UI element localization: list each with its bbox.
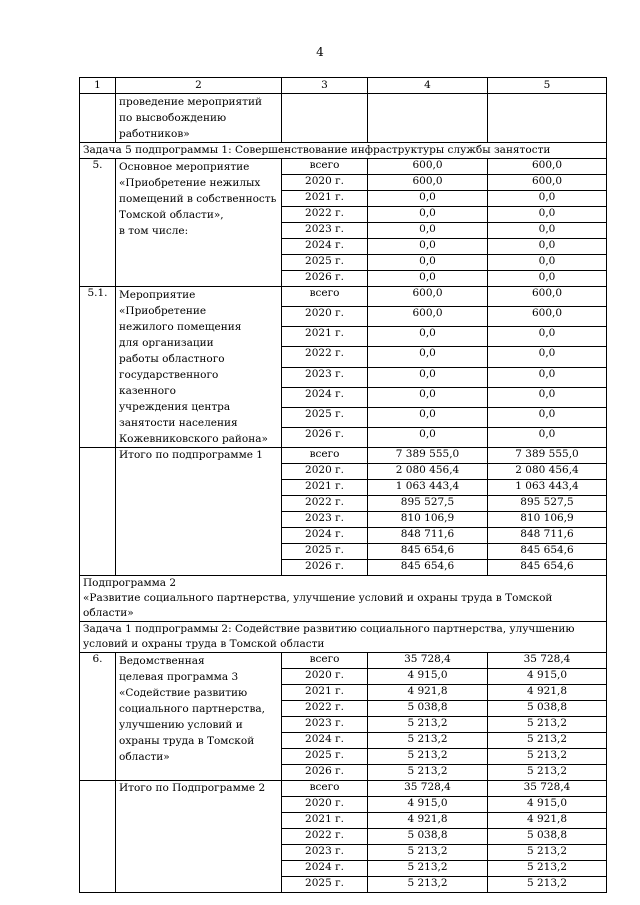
activity-name-line: «Содействие развитию [119, 687, 248, 699]
value-cell: 0,0 [368, 387, 488, 407]
period-cell: 2025 г. [282, 544, 368, 560]
value-cell: 35 728,4 [488, 781, 607, 797]
value-cell: 600,0 [368, 287, 488, 307]
value-cell: 5 038,8 [488, 701, 607, 717]
value-cell: 0,0 [368, 427, 488, 447]
value-cell: 5 213,2 [488, 861, 607, 877]
activity-name-line: в том числе: [119, 225, 189, 237]
column-header: 2 [116, 78, 282, 94]
value-cell: 0,0 [488, 223, 607, 239]
value-cell: 0,0 [368, 223, 488, 239]
value-cell: 848 711,6 [488, 528, 607, 544]
period-cell: всего [282, 287, 368, 307]
subprogram-title-row-line: «Развитие социального партнерства, улучшение условий и охраны труда в Томской [83, 592, 553, 604]
period-cell: 2021 г. [282, 327, 368, 347]
period-cell: 2026 г. [282, 427, 368, 447]
table-header-row [80, 78, 607, 94]
section-title-row-cell [80, 143, 607, 159]
value-cell: 0,0 [488, 367, 607, 387]
value-cell: 7 389 555,0 [368, 448, 488, 464]
activity-name-line: «Приобретение [119, 305, 207, 317]
value-cell: 5 213,2 [368, 861, 488, 877]
period-cell: 2024 г. [282, 239, 368, 255]
value-cell: 0,0 [368, 255, 488, 271]
value-cell: 600,0 [488, 287, 607, 307]
activity-name-line: работников» [119, 128, 190, 140]
period-cell: 2021 г. [282, 685, 368, 701]
value-cell: 35 728,4 [488, 653, 607, 669]
value-cell: 0,0 [488, 207, 607, 223]
table-row [80, 448, 607, 464]
value-cell: 600,0 [488, 159, 607, 175]
value-cell: 600,0 [488, 175, 607, 191]
activity-name-cell [116, 448, 282, 576]
value-cell: 810 106,9 [368, 512, 488, 528]
section-title-row-line: Задача 5 подпрограммы 1: Совершенствование инфраструктуры службы занятости [83, 144, 551, 156]
value-cell: 895 527,5 [368, 496, 488, 512]
activity-name-line: Основное мероприятие [119, 161, 250, 173]
column-header: 1 [80, 78, 116, 94]
value-cell: 845 654,6 [488, 560, 607, 576]
value-cell: 0,0 [368, 207, 488, 223]
value-cell: 7 389 555,0 [488, 448, 607, 464]
value-cell: 0,0 [488, 387, 607, 407]
activity-name-line: помещений в собственность [119, 193, 277, 205]
activity-name-line: для организации [119, 337, 214, 349]
value-cell: 0,0 [368, 327, 488, 347]
activity-name-line: Томской области», [119, 209, 224, 221]
period-cell: 2022 г. [282, 829, 368, 845]
value-cell: 4 915,0 [368, 669, 488, 685]
value-cell: 810 106,9 [488, 512, 607, 528]
activity-name-cell [116, 94, 282, 143]
value-cell: 0,0 [488, 271, 607, 287]
value-cell: 5 038,8 [488, 829, 607, 845]
period-cell: 2022 г. [282, 347, 368, 367]
section-title-row-cell [80, 622, 607, 653]
value-cell: 5 213,2 [368, 733, 488, 749]
value-cell: 2 080 456,4 [368, 464, 488, 480]
value-cell: 4 921,8 [368, 813, 488, 829]
value-cell: 1 063 443,4 [368, 480, 488, 496]
period-cell [282, 94, 368, 143]
period-cell: 2024 г. [282, 387, 368, 407]
value-cell [368, 94, 488, 143]
period-cell: 2025 г. [282, 877, 368, 893]
value-cell: 2 080 456,4 [488, 464, 607, 480]
activity-name-line: улучшению условий и [119, 719, 243, 731]
value-cell: 5 038,8 [368, 701, 488, 717]
value-cell: 4 921,8 [488, 685, 607, 701]
value-cell: 1 063 443,4 [488, 480, 607, 496]
activity-name-line: Мероприятие [119, 289, 196, 301]
value-cell: 5 213,2 [368, 877, 488, 893]
value-cell: 0,0 [368, 271, 488, 287]
period-cell: 2020 г. [282, 307, 368, 327]
activity-name-line: нежилого помещения [119, 321, 242, 333]
value-cell: 845 654,6 [488, 544, 607, 560]
page-number: 4 [316, 45, 324, 59]
period-cell: 2024 г. [282, 861, 368, 877]
period-cell: 2024 г. [282, 733, 368, 749]
value-cell: 0,0 [368, 191, 488, 207]
value-cell: 4 921,8 [368, 685, 488, 701]
activity-name-line: по высвобождению [119, 112, 227, 124]
value-cell: 600,0 [368, 159, 488, 175]
period-cell: 2023 г. [282, 367, 368, 387]
row-number-cell: 5. [80, 159, 116, 287]
period-cell: 2024 г. [282, 528, 368, 544]
period-cell: 2020 г. [282, 797, 368, 813]
budget-table [79, 77, 607, 893]
value-cell: 848 711,6 [368, 528, 488, 544]
value-cell: 5 213,2 [488, 845, 607, 861]
section-title-row-line: условий и охраны труда в Томской области [83, 638, 325, 650]
row-number-cell: 5.1. [80, 287, 116, 448]
period-cell: 2026 г. [282, 765, 368, 781]
activity-name-cell [116, 653, 282, 781]
activity-name-line: учреждения центра [119, 401, 231, 413]
period-cell: всего [282, 781, 368, 797]
period-cell: 2025 г. [282, 407, 368, 427]
period-cell: всего [282, 159, 368, 175]
value-cell: 0,0 [368, 347, 488, 367]
value-cell: 4 915,0 [488, 669, 607, 685]
value-cell: 5 213,2 [488, 733, 607, 749]
activity-name-line: занятости населения [119, 417, 238, 429]
period-cell: 2021 г. [282, 191, 368, 207]
section-title-row [80, 622, 607, 653]
period-cell: всего [282, 653, 368, 669]
column-header: 5 [488, 78, 607, 94]
value-cell: 5 213,2 [488, 749, 607, 765]
row-number-cell [80, 448, 116, 576]
value-cell: 0,0 [488, 239, 607, 255]
period-cell: 2023 г. [282, 512, 368, 528]
value-cell: 35 728,4 [368, 781, 488, 797]
value-cell: 5 213,2 [488, 765, 607, 781]
activity-name-line: социального партнерства, [119, 703, 266, 715]
value-cell: 5 038,8 [368, 829, 488, 845]
value-cell: 845 654,6 [368, 560, 488, 576]
period-cell: 2023 г. [282, 717, 368, 733]
period-cell: 2023 г. [282, 845, 368, 861]
value-cell: 0,0 [368, 239, 488, 255]
section-title-row-line: Задача 1 подпрограммы 2: Содействие развитию социального партнерства, улучшению [83, 623, 575, 635]
table-row [80, 94, 607, 143]
value-cell [488, 94, 607, 143]
value-cell: 4 921,8 [488, 813, 607, 829]
value-cell: 35 728,4 [368, 653, 488, 669]
row-number-cell [80, 94, 116, 143]
activity-name-line: работы областного [119, 353, 225, 365]
activity-name-line: «Приобретение нежилых [119, 177, 261, 189]
period-cell: всего [282, 448, 368, 464]
section-title-row [80, 143, 607, 159]
value-cell: 0,0 [488, 347, 607, 367]
period-cell: 2026 г. [282, 271, 368, 287]
period-cell: 2022 г. [282, 207, 368, 223]
period-cell: 2021 г. [282, 813, 368, 829]
subprogram-title-row-line: Подпрограмма 2 [83, 577, 177, 589]
period-cell: 2020 г. [282, 669, 368, 685]
value-cell: 0,0 [368, 367, 488, 387]
value-cell: 0,0 [488, 255, 607, 271]
table-row [80, 653, 607, 669]
value-cell: 5 213,2 [488, 877, 607, 893]
value-cell: 895 527,5 [488, 496, 607, 512]
period-cell: 2023 г. [282, 223, 368, 239]
activity-name-line: Кожевниковского района» [119, 433, 268, 445]
activity-name-line: области» [119, 751, 170, 763]
table-row [80, 287, 607, 307]
period-cell: 2022 г. [282, 701, 368, 717]
value-cell: 5 213,2 [488, 717, 607, 733]
value-cell: 0,0 [368, 407, 488, 427]
value-cell: 4 915,0 [368, 797, 488, 813]
activity-name-cell [116, 159, 282, 287]
activity-name-cell [116, 781, 282, 893]
row-number-cell [80, 781, 116, 893]
value-cell: 600,0 [368, 175, 488, 191]
activity-name-cell [116, 287, 282, 448]
row-number-cell: 6. [80, 653, 116, 781]
column-header: 4 [368, 78, 488, 94]
column-header: 3 [282, 78, 368, 94]
activity-name-line: Итого по Подпрограмме 2 [119, 782, 266, 794]
activity-name-line: проведение мероприятий [119, 96, 262, 108]
activity-name-line: государственного казенного [119, 369, 219, 397]
period-cell: 2020 г. [282, 175, 368, 191]
period-cell: 2025 г. [282, 255, 368, 271]
value-cell: 5 213,2 [368, 845, 488, 861]
period-cell: 2026 г. [282, 560, 368, 576]
period-cell: 2025 г. [282, 749, 368, 765]
table-row [80, 159, 607, 175]
period-cell: 2022 г. [282, 496, 368, 512]
value-cell: 0,0 [488, 327, 607, 347]
subprogram-title-row-cell [80, 576, 607, 622]
value-cell: 0,0 [488, 407, 607, 427]
activity-name-line: целевая программа 3 [119, 671, 239, 683]
table-row [80, 781, 607, 797]
period-cell: 2021 г. [282, 480, 368, 496]
activity-name-line: Итого по подпрограмме 1 [119, 449, 263, 461]
value-cell: 0,0 [488, 427, 607, 447]
value-cell: 600,0 [488, 307, 607, 327]
subprogram-title-row [80, 576, 607, 622]
value-cell: 0,0 [488, 191, 607, 207]
value-cell: 4 915,0 [488, 797, 607, 813]
value-cell: 5 213,2 [368, 749, 488, 765]
value-cell: 5 213,2 [368, 765, 488, 781]
period-cell: 2020 г. [282, 464, 368, 480]
activity-name-line: охраны труда в Томской [119, 735, 255, 747]
value-cell: 600,0 [368, 307, 488, 327]
value-cell: 5 213,2 [368, 717, 488, 733]
value-cell: 845 654,6 [368, 544, 488, 560]
activity-name-line: Ведомственная [119, 655, 205, 667]
subprogram-title-row-line: области» [83, 607, 134, 619]
